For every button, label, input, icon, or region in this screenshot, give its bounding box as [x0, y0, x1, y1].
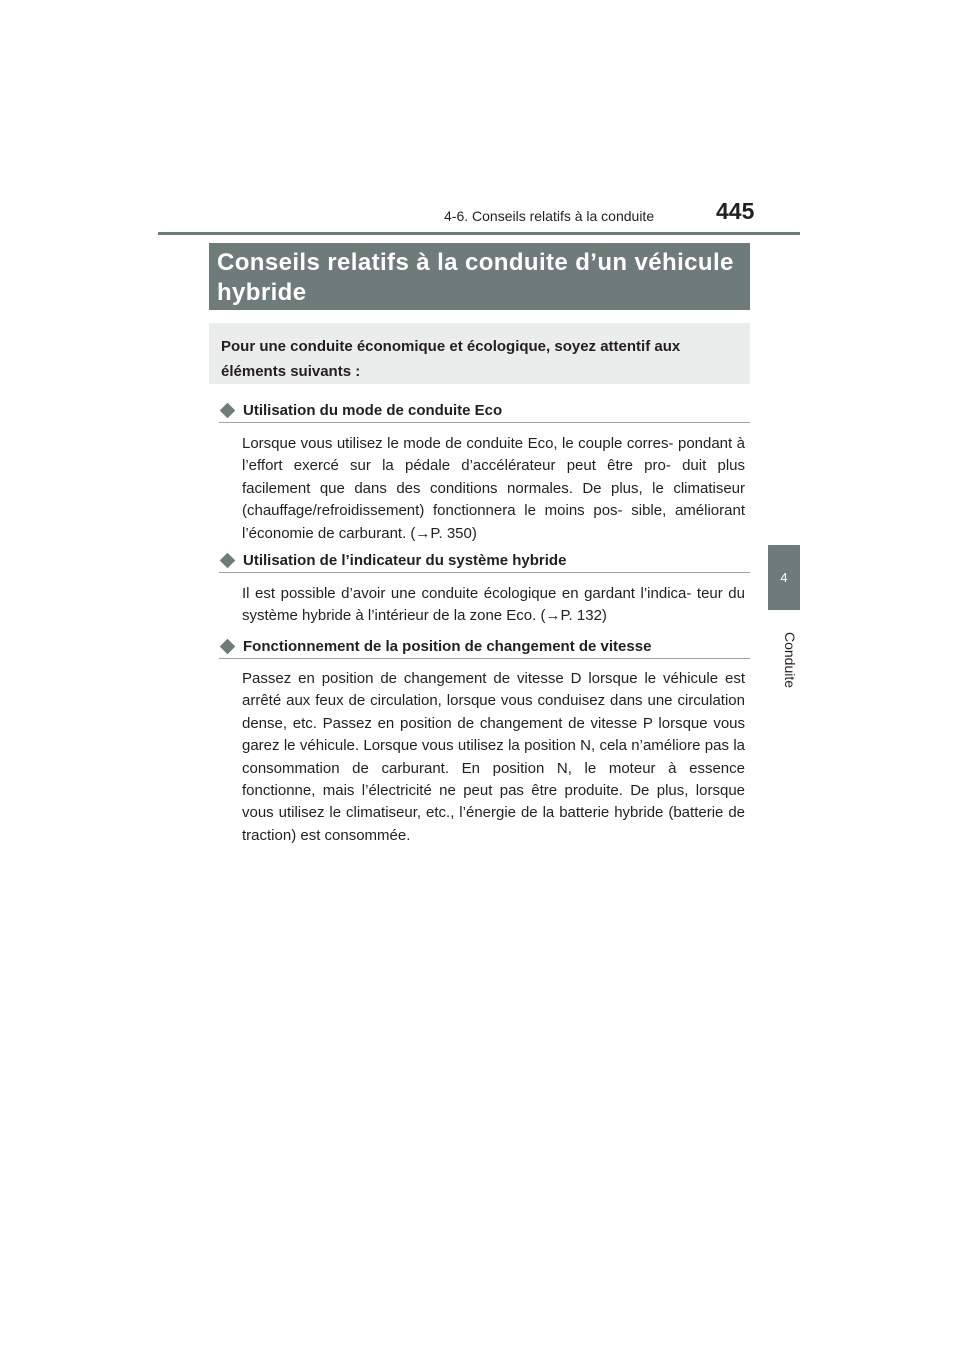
section-body-eco-mode: Lorsque vous utilisez le mode de conduite Eco, le couple corres- pondant à l’effort exercé sur la pédale d’accélérateur peut être pro- duit plus facilement que dans des conditions normales. De plus, le climatiseur (chauffage/refroidissement) fonctionnera le moins pos- sible, améliorant l’économie de carburant. (→P. 350) — [242, 435, 745, 542]
diamond-icon — [220, 552, 236, 568]
chapter-tab — [768, 545, 800, 610]
section-body-hybrid-indicator: Il est possible d’avoir une conduite écologique en gardant l’indica- teur du système hybride à l’intérieur de la zone Eco. (→P. 132) — [242, 585, 745, 625]
intro-box: Pour une conduite économique et écologique, soyez attentif aux éléments suivants : — [209, 323, 750, 384]
page-number: 445 — [716, 198, 755, 224]
chapter-label: Conduite — [782, 631, 798, 689]
chapter-number: 4 — [780, 570, 788, 585]
page-title: Conseils relatifs à la conduite d’un véhicule hybride — [209, 243, 750, 310]
section-title: Utilisation de l’indicateur du système hybride — [243, 551, 567, 569]
diamond-icon — [220, 638, 236, 654]
section-title: Fonctionnement de la position de changement de vitesse — [243, 637, 652, 655]
running-header-section: 4-6. Conseils relatifs à la conduite — [444, 208, 655, 224]
section-heading-eco-mode — [219, 398, 750, 423]
section-body-shift-position: Passez en position de changement de vitesse D lorsque le véhicule est arrêté aux feux de circulation, lorsque vous conduisez dans une circulation dense, etc. Passez en position de changement de vitesse P lorsque vous garez le véhicule. Lorsque vous utilisez la position N, cela n’améliore pas la consommation de carburant. En position N, le moteur à essence fonctionne, mais l’électricité ne peut pas être produite. De plus, lorsque vous utilisez le climatiseur, etc., l’énergie de la batterie hybride (batterie de traction) est consommée. — [242, 670, 745, 844]
section-title: Utilisation du mode de conduite Eco — [243, 401, 503, 419]
section-heading-shift-position — [219, 634, 750, 659]
section-heading-hybrid-indicator — [219, 548, 750, 573]
diamond-icon — [220, 402, 236, 418]
header-rule — [158, 232, 800, 235]
